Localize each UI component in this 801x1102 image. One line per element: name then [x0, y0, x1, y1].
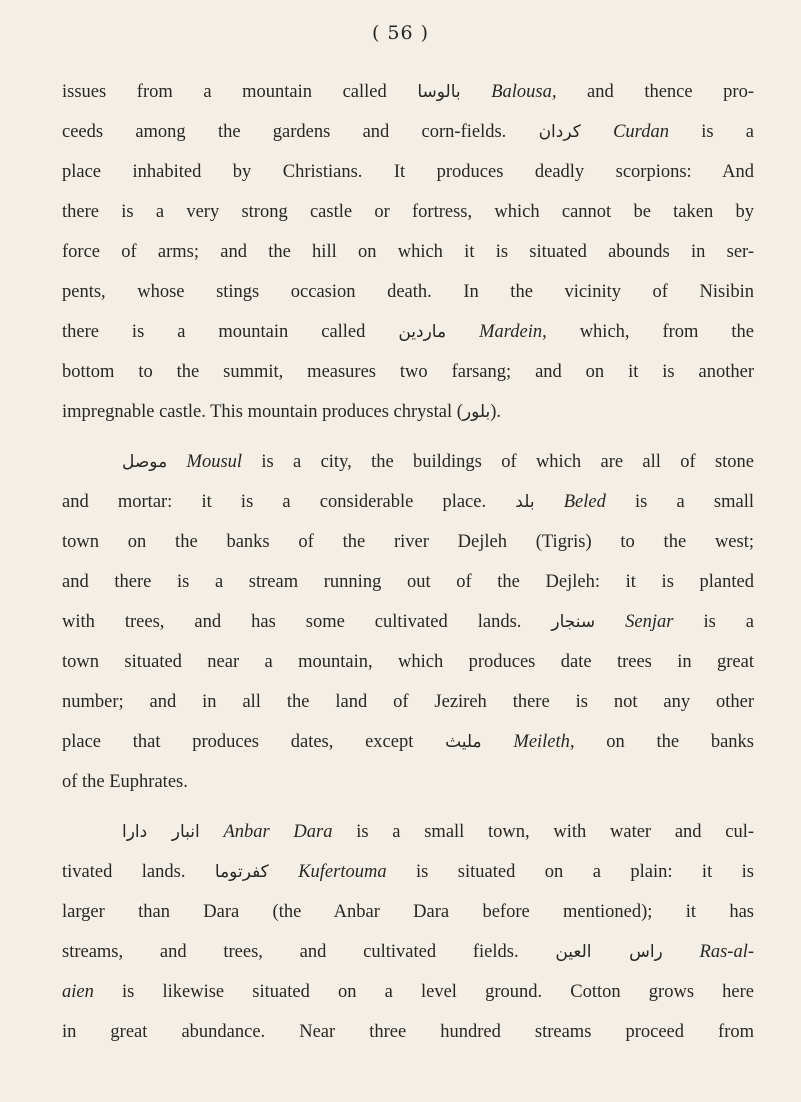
body-text [62, 72, 754, 1052]
text-line [62, 72, 754, 112]
transliteration: Balousa, [491, 82, 557, 102]
text-segment [269, 862, 298, 882]
text-segment [535, 492, 564, 512]
text-segment: larger than Dara (the Anbar Dara before mentioned); it has [62, 902, 754, 922]
text-line [62, 442, 754, 482]
arabic-term: بالوسا [417, 82, 461, 102]
text-line [62, 812, 754, 852]
text-line [62, 482, 754, 522]
text-segment: streams, and trees, and cultivated fields. [62, 942, 556, 962]
transliteration: Ras-al- [699, 942, 754, 962]
text-segment: place that produces dates, except [62, 732, 446, 752]
text-segment [167, 452, 186, 472]
text-line [62, 352, 754, 392]
text-segment [482, 732, 514, 752]
text-line [62, 642, 754, 682]
text-line [62, 272, 754, 312]
transliteration: Curdan [613, 122, 669, 142]
text-segment: and thence pro- [556, 82, 754, 102]
text-segment: ceeds among the gardens and corn-fields. [62, 122, 539, 142]
text-segment: is a small town, with water and cul- [332, 822, 755, 842]
text-segment: is a [673, 612, 754, 632]
transliteration: Mousul [186, 452, 243, 472]
text-segment: is likewise situated on a level ground. Cotton grows here [93, 982, 754, 1002]
text-segment: there is a very strong castle or fortress, which cannot be taken by [62, 202, 754, 222]
text-line [62, 232, 754, 272]
text-line [62, 392, 754, 432]
arabic-term: موصل [122, 452, 168, 472]
arabic-term: كفرتوما [214, 862, 269, 882]
text-segment [595, 612, 625, 632]
text-segment: is situated on a plain: it is [386, 862, 754, 882]
text-segment: town on the banks of the river Dejleh (Tigris) to the west; [62, 532, 754, 552]
arabic-term: كردان [538, 122, 581, 142]
text-segment: tivated lands. [62, 862, 215, 882]
text-segment: with trees, and has some cultivated lands. [62, 612, 552, 632]
text-segment: ). [490, 402, 502, 422]
arabic-term: سنجار [551, 612, 596, 632]
text-segment: town situated near a mountain, which produces date trees in great [62, 652, 754, 672]
transliteration: Anbar Dara [223, 822, 333, 842]
arabic-term: انبار دارا [122, 822, 200, 842]
text-segment [200, 822, 224, 842]
text-line [62, 682, 754, 722]
transliteration: Meileth, [513, 732, 575, 752]
text-line [62, 562, 754, 602]
text-segment: is a [668, 122, 755, 142]
text-segment: and mortar: it is a considerable place. [62, 492, 516, 512]
text-segment: of the Euphrates. [62, 772, 188, 792]
text-segment [581, 122, 613, 142]
text-line [62, 852, 754, 892]
text-line [62, 1012, 754, 1052]
text-line [62, 762, 754, 802]
text-line [62, 112, 754, 152]
text-segment [461, 82, 492, 102]
text-segment: on the banks [574, 732, 754, 752]
text-segment: bottom to the summit, measures two farsang; and on it is another [62, 362, 754, 382]
text-segment: impregnable castle. This mountain produces chrystal ( [62, 402, 463, 422]
arabic-term: بلور [462, 402, 491, 422]
text-line [62, 932, 754, 972]
text-segment: force of arms; and the hill on which it is situated abounds in ser- [62, 242, 754, 262]
text-line [62, 312, 754, 352]
text-segment: issues from a mountain called [62, 82, 418, 102]
text-segment: pents, whose stings occasion death. In the vicinity of Nisibin [62, 282, 754, 302]
text-line [62, 972, 754, 1012]
text-segment: which, from the [546, 322, 755, 342]
arabic-term: بلد [515, 492, 535, 512]
text-segment [446, 322, 479, 342]
text-segment [663, 942, 700, 962]
page-number: ( 56 ) [371, 22, 430, 44]
text-segment: and there is a stream running out of the Dejleh: it is planted [62, 572, 754, 592]
transliteration: Senjar [625, 612, 674, 632]
text-segment: number; and in all the land of Jezireh there is not any other [62, 692, 754, 712]
text-segment: is a small [605, 492, 754, 512]
text-line [62, 892, 754, 932]
text-segment: place inhabited by Christians. It produces deadly scorpions: And [62, 162, 754, 182]
transliteration: Kufertouma [298, 862, 387, 882]
text-segment: there is a mountain called [62, 322, 399, 342]
text-line [62, 602, 754, 642]
transliteration: Mardein, [479, 322, 547, 342]
arabic-term: مليث [445, 732, 482, 752]
text-line [62, 152, 754, 192]
transliteration: Beled [563, 492, 606, 512]
text-line [62, 522, 754, 562]
transliteration: aien [62, 982, 94, 1002]
arabic-term: راس العين [555, 942, 663, 962]
text-line [62, 722, 754, 762]
text-segment: in great abundance. Near three hundred streams proceed from [62, 1022, 754, 1042]
text-segment: is a city, the buildings of which are all of stone [242, 452, 755, 472]
text-line [62, 192, 754, 232]
arabic-term: ماردين [398, 322, 447, 342]
